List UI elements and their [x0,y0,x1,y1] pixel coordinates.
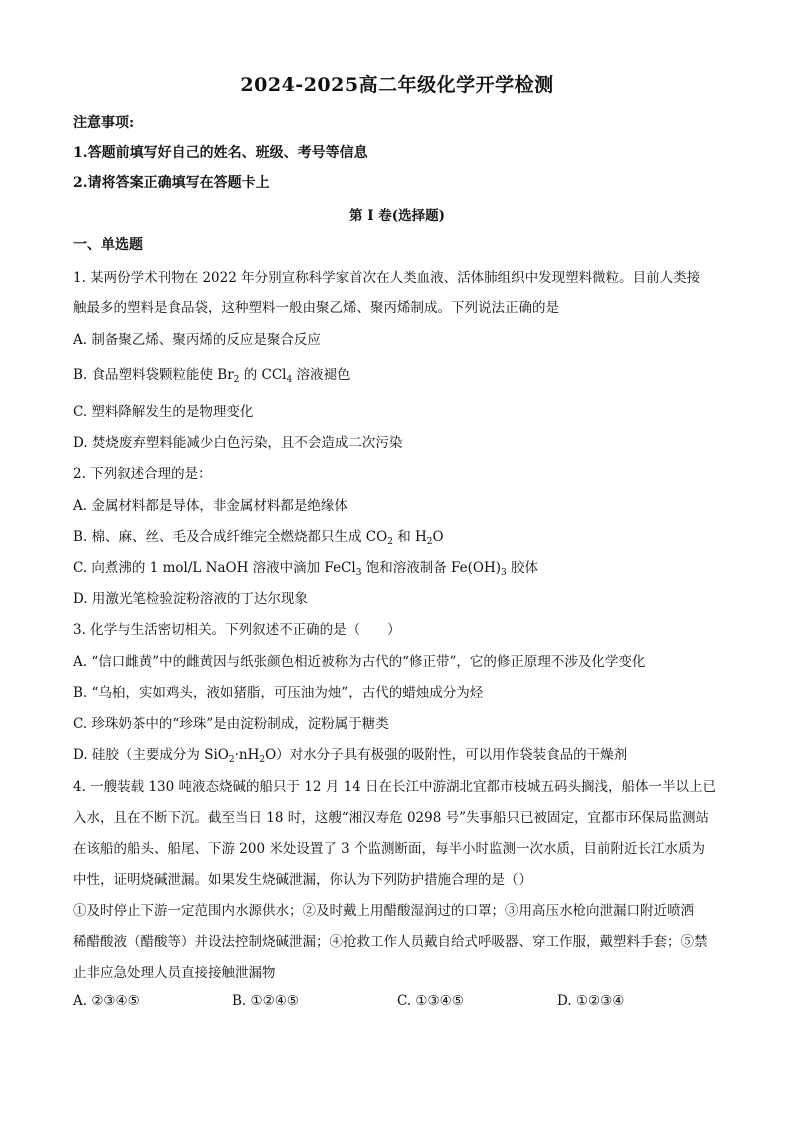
q3-option-c: C. 珍珠奶茶中的“珍珠”是由淀粉制成，淀粉属于糖类 [73,716,389,732]
q2-option-d: D. 用激光笔检验淀粉溶液的丁达尔现象 [73,591,308,607]
q4-option-a: A. ②③④⑤ [73,993,140,1009]
q2-b-text-1: B. 棉、麻、丝、毛及合成纤维完全燃烧都只生成 CO [73,529,388,545]
q2-option-c [73,556,538,576]
q2-option-b [73,525,444,545]
q4-stem-line1: 4. 一艘装载 130 吨液态烧碱的船只于 12 月 14 日在长江中游湖北宜都市枝城五码头搁浅，船体一半以上已 [73,779,717,795]
q1-b-text-1: B. 食品塑料袋颗粒能使 Br [73,367,234,383]
q4-stem-line7: 止非应急处理人员直接接触泄漏物 [73,965,276,981]
q4-stem-line2: 入水，且在不断下沉。截至当日 18 时，这艘“湘汉寿危 0298 号”失事船只已被固定，宜都市环保局监测站 [73,810,710,826]
notice-heading: 注意事项: [73,115,135,131]
q3-option-b: B. “乌桕，实如鸡头，液如猪脂，可压油为烛”，古代的蜡烛成分为烃 [73,685,484,701]
q1-option-a: A. 制备聚乙烯、聚丙烯的反应是聚合反应 [73,332,321,348]
exam-title: 2024-2025高二年级化学开学检测 [240,74,554,96]
q1-b-text-3: 溶液褪色 [292,367,351,383]
q4-option-c: C. ①③④⑤ [397,993,464,1009]
q2-b-text-3: O [432,529,444,545]
q1-option-c: C. 塑料降解发生的是物理变化 [73,404,254,420]
q2-b-sub-2: 2 [426,537,433,547]
q1-b-sub-2: 4 [286,375,293,385]
notice-item-2: 2.请将答案正确填写在答题卡上 [73,175,270,191]
q2-stem: 2. 下列叙述合理的是： [73,466,212,482]
q4-stem-line3: 在该船的船头、船尾、下游 200 米处设置了 3 个监测断面，每半小时监测一次水质，目前附近长江水质为 [73,841,706,857]
q1-b-text-2: 的 CCl [239,367,287,383]
notice-item-1: 1.答题前填写好自己的姓名、班级、考号等信息 [73,145,368,161]
q4-stem-line6: 稀醋酸液（醋酸等）并设法控制烧碱泄漏；④抢救工作人员戴自给式呼吸器、穿工作服，戴塑料手套；⑤禁 [73,934,708,950]
q2-c-sub-1: 3 [355,568,362,578]
q4-stem-line5: ①及时停止下游一定范围内水源供水；②及时戴上用醋酸湿润过的口罩；③用高压水枪向泄漏口附近喷洒 [73,903,694,919]
part-title: 第 I 卷(选择题) [349,208,445,224]
q4-stem-line4: 中性，证明烧碱泄漏。如果发生烧碱泄漏，你认为下列防护措施合理的是（） [73,872,532,888]
q1-b-sub-1: 2 [233,375,240,385]
q3-option-d [73,743,627,763]
q2-c-text-2: 饱和溶液制备 Fe(OH) [361,560,502,576]
q2-c-text-1: C. 向煮沸的 1 mol/L NaOH 溶液中滴加 FeCl [73,560,356,576]
q2-c-text-3: 胶体 [506,560,539,576]
q3-option-a: A. “信口雌黄”中的雌黄因与纸张颜色相近被称为古代的“修正带”，它的修正原理不涉及化学变化 [73,654,646,670]
q1-stem-line1: 1. 某两份学术刊物在 2022 年分别宣称科学家首次在人类血液、活体肺组织中发现塑料微粒。目前人类接 [73,270,701,286]
q2-option-a: A. 金属材料都是导体，非金属材料都是绝缘体 [73,498,348,514]
q2-b-text-2: 和 H [392,529,427,545]
q3-d-sub-2: 2 [259,755,266,765]
q1-option-d: D. 焚烧废弃塑料能减少白色污染，且不会造成二次污染 [73,435,403,451]
q3-stem: 3. 化学与生活密切相关。下列叙述不正确的是（ ） [73,622,401,638]
q4-option-b: B. ①②④⑤ [232,993,299,1009]
q3-d-text-2: ·nH [234,747,260,763]
q3-d-sub-1: 2 [228,755,235,765]
q1-option-b [73,363,351,383]
q2-b-sub-1: 2 [387,537,393,547]
q2-c-sub-2: 3 [501,568,507,578]
q3-d-text-3: O）对水分子具有极强的吸附性，可以用作袋装食品的干燥剂 [265,747,628,763]
q4-option-d: D. ①②③④ [557,993,625,1009]
section-heading: 一、单选题 [73,237,143,253]
q1-stem-line2: 触最多的塑料是食品袋，这种塑料一般由聚乙烯、聚丙烯制成。下列说法正确的是 [73,300,559,316]
q3-d-text-1: D. 硅胶（主要成分为 SiO [73,747,229,763]
